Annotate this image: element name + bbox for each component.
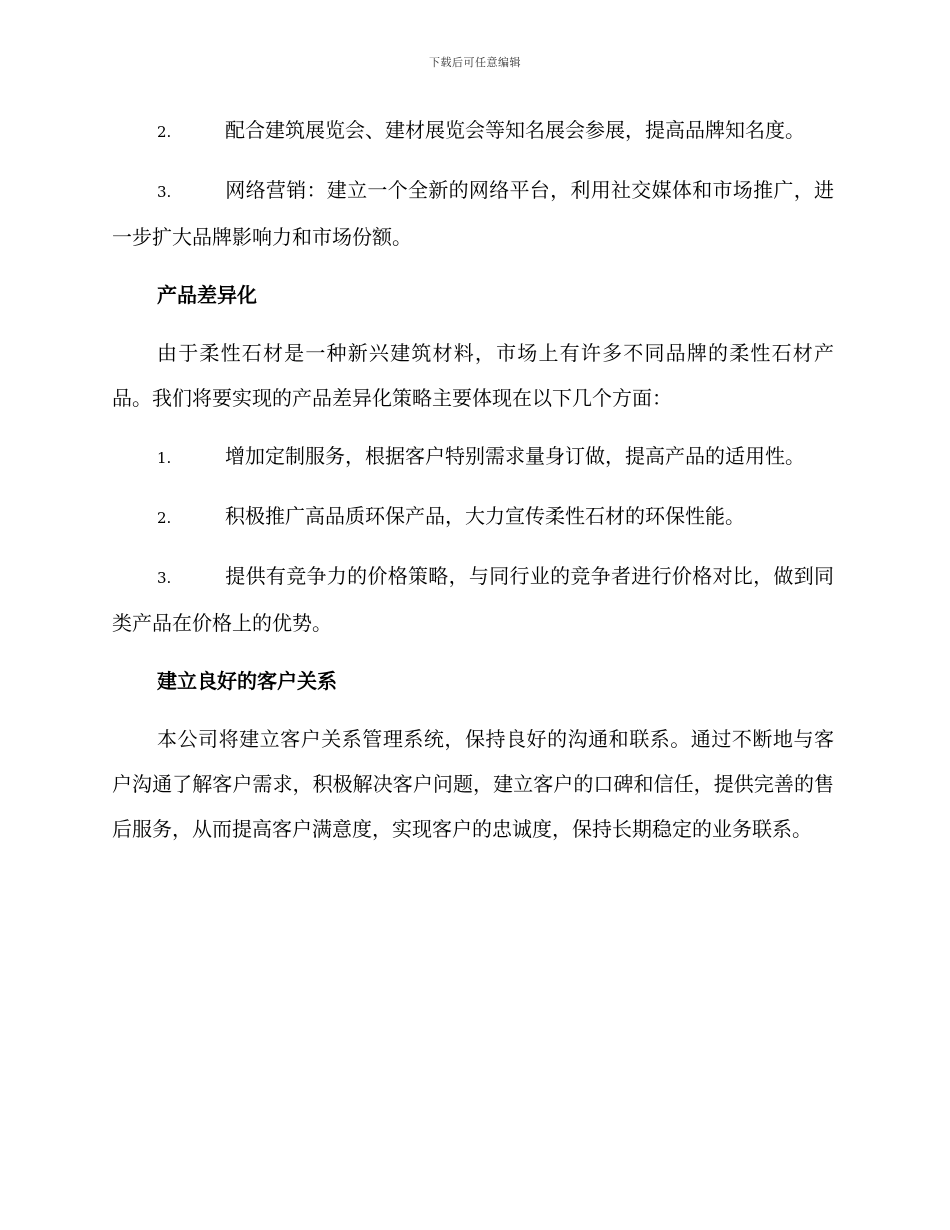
paragraph-customer-relations: 本公司将建立客户关系管理系统，保持良好的沟通和联系。通过不断地与客户沟通了解客户需求，积极解决客户问题，建立客户的口碑和信任，提供完善的售后服务，从而提高客户满意度，实现客户的忠诚度，保持长期稳定的业务联系。 — [112, 727, 834, 841]
list-item — [112, 434, 834, 481]
paragraph-intro: 由于柔性石材是一种新兴建筑材料，市场上有许多不同品牌的柔性石材产品。我们将要实现的产品差异化策略主要体现在以下几个方面： — [112, 341, 834, 410]
header-note: 下载后可任意编辑 — [429, 56, 521, 69]
document-body — [112, 108, 834, 865]
list-item — [112, 494, 834, 541]
list-number: 3. — [157, 183, 172, 201]
list-number: 2. — [157, 123, 172, 141]
list-text: 配合建筑展览会、建材展览会等知名展会参展，提高品牌知名度。 — [225, 118, 805, 142]
section-heading-product-differentiation: 产品差异化 — [157, 283, 257, 307]
list-number: 2. — [157, 509, 172, 527]
list-number: 3. — [157, 569, 172, 587]
list-item — [112, 554, 834, 646]
list-text: 增加定制服务，根据客户特别需求量身订做，提高产品的适用性。 — [225, 444, 805, 468]
list-item — [112, 108, 834, 155]
list-text: 积极推广高品质环保产品，大力宣传柔性石材的环保性能。 — [225, 504, 745, 528]
section-heading-customer-relations: 建立良好的客户关系 — [157, 669, 337, 693]
list-text: 提供有竞争力的价格策略，与同行业的竞争者进行价格对比，做到同类产品在价格上的优势。 — [112, 564, 834, 635]
list-number: 1. — [157, 449, 172, 467]
list-item — [112, 168, 834, 260]
list-text: 网络营销：建立一个全新的网络平台，利用社交媒体和市场推广，进一步扩大品牌影响力和市场份额。 — [112, 178, 834, 249]
